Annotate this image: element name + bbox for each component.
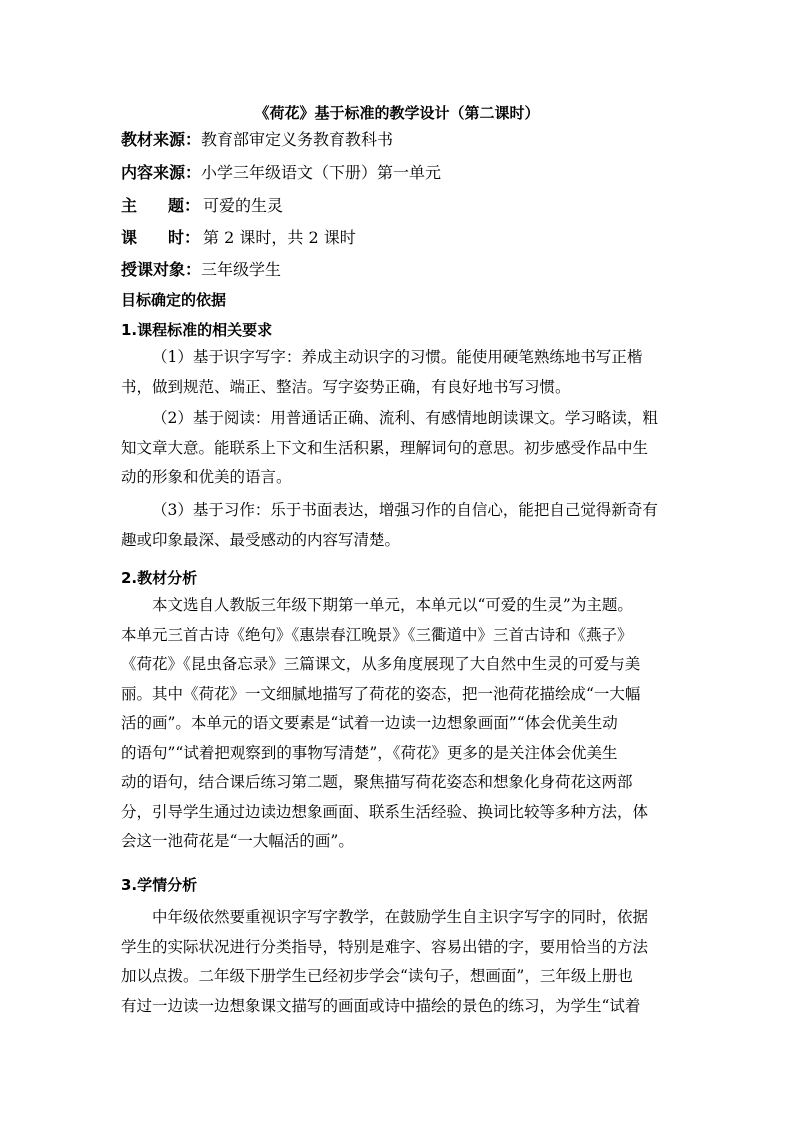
section2-paragraph: 本文选自人教版三年级下期第一单元，本单元以“可爱的生灵”为主题。 本单元三首古诗《绝句》《惠崇春江晚景》《三衢道中》三首古诗和《燕子》 《荷花》《昆虫备忘录》三篇课文，从多角度展现了大自然中生灵的可爱与美 丽。其中《荷花》一文细腻地描写了荷花的姿态，把一池荷花描绘成“一大幅 活的画”。本单元的语文要素是“试着一边读一边想象画面”“体会优美生动 的语句”“试着把观察到的事物写清楚”，《荷花》更多的是关注体会优美生 动的语句，结合课后练习第二题，聚焦描写荷花姿态和想象化身荷花这两部 分，引导学生通过边读边想象画面、联系生活经验、换词比较等多种方法，体 会这一池荷花是“一大幅活的画”。 xyxy=(121,596,649,850)
meta-value: 第 2 课时，共 2 课时 xyxy=(203,228,356,247)
section1-heading: 1.课程标准的相关要求 xyxy=(121,321,273,339)
meta-value: 三年级学生 xyxy=(201,260,282,279)
meta-value: 小学三年级语文（下册）第一单元 xyxy=(201,163,442,182)
section1-paragraph-3: （3）基于习作：乐于书面表达，增强习作的自信心，能把自己觉得新奇有 趣或印象最深、最受感动的内容写清楚。 xyxy=(121,501,658,549)
section1-paragraph-2: （2）基于阅读：用普通话正确、流利、有感情地朗读课文。学习略读，粗 知文章大意。能联系上下文和生活积累，理解词句的意思。初步感受作品中生 动的形象和优美的语言。 xyxy=(121,409,658,486)
meta-class-hours xyxy=(121,226,356,250)
meta-audience xyxy=(121,258,281,282)
document-title: 《荷花》基于标准的教学设计（第二课时） xyxy=(254,104,540,122)
meta-label: 内容来源： xyxy=(121,163,202,182)
meta-content-source xyxy=(121,161,441,185)
meta-label: 授课对象： xyxy=(121,260,202,279)
meta-textbook-source xyxy=(121,128,393,152)
meta-theme xyxy=(121,194,283,218)
meta-value: 可爱的生灵 xyxy=(203,196,284,215)
meta-label: 教材来源： xyxy=(121,130,202,149)
meta-label: 主 题： xyxy=(121,196,201,215)
section1-paragraph-1: （1）基于识字写字：养成主动识字的习惯。能使用硬笔熟练地书写正楷 书，做到规范、端正、整洁。写字姿势正确，有良好地书写习惯。 xyxy=(121,348,643,396)
section3-heading: 3.学情分析 xyxy=(121,876,198,894)
section3-paragraph: 中年级依然要重视识字写字教学，在鼓励学生自主识字写字的同时，依据 学生的实际状况进行分类指导，特别是难字、容易出错的字，要用恰当的方法 加以点拨。二年级下册学生已经初步学会“读句子，想画面”，三年级上册也 有过一边读一边想象课文描写的画面或诗中描绘的景色的练习，为学生“试着 xyxy=(121,908,649,1015)
meta-value: 教育部审定义务教育教科书 xyxy=(201,130,394,149)
meta-label: 课 时： xyxy=(121,228,201,247)
section-basis-heading: 目标确定的依据 xyxy=(121,291,227,309)
section2-heading: 2.教材分析 xyxy=(121,569,198,587)
